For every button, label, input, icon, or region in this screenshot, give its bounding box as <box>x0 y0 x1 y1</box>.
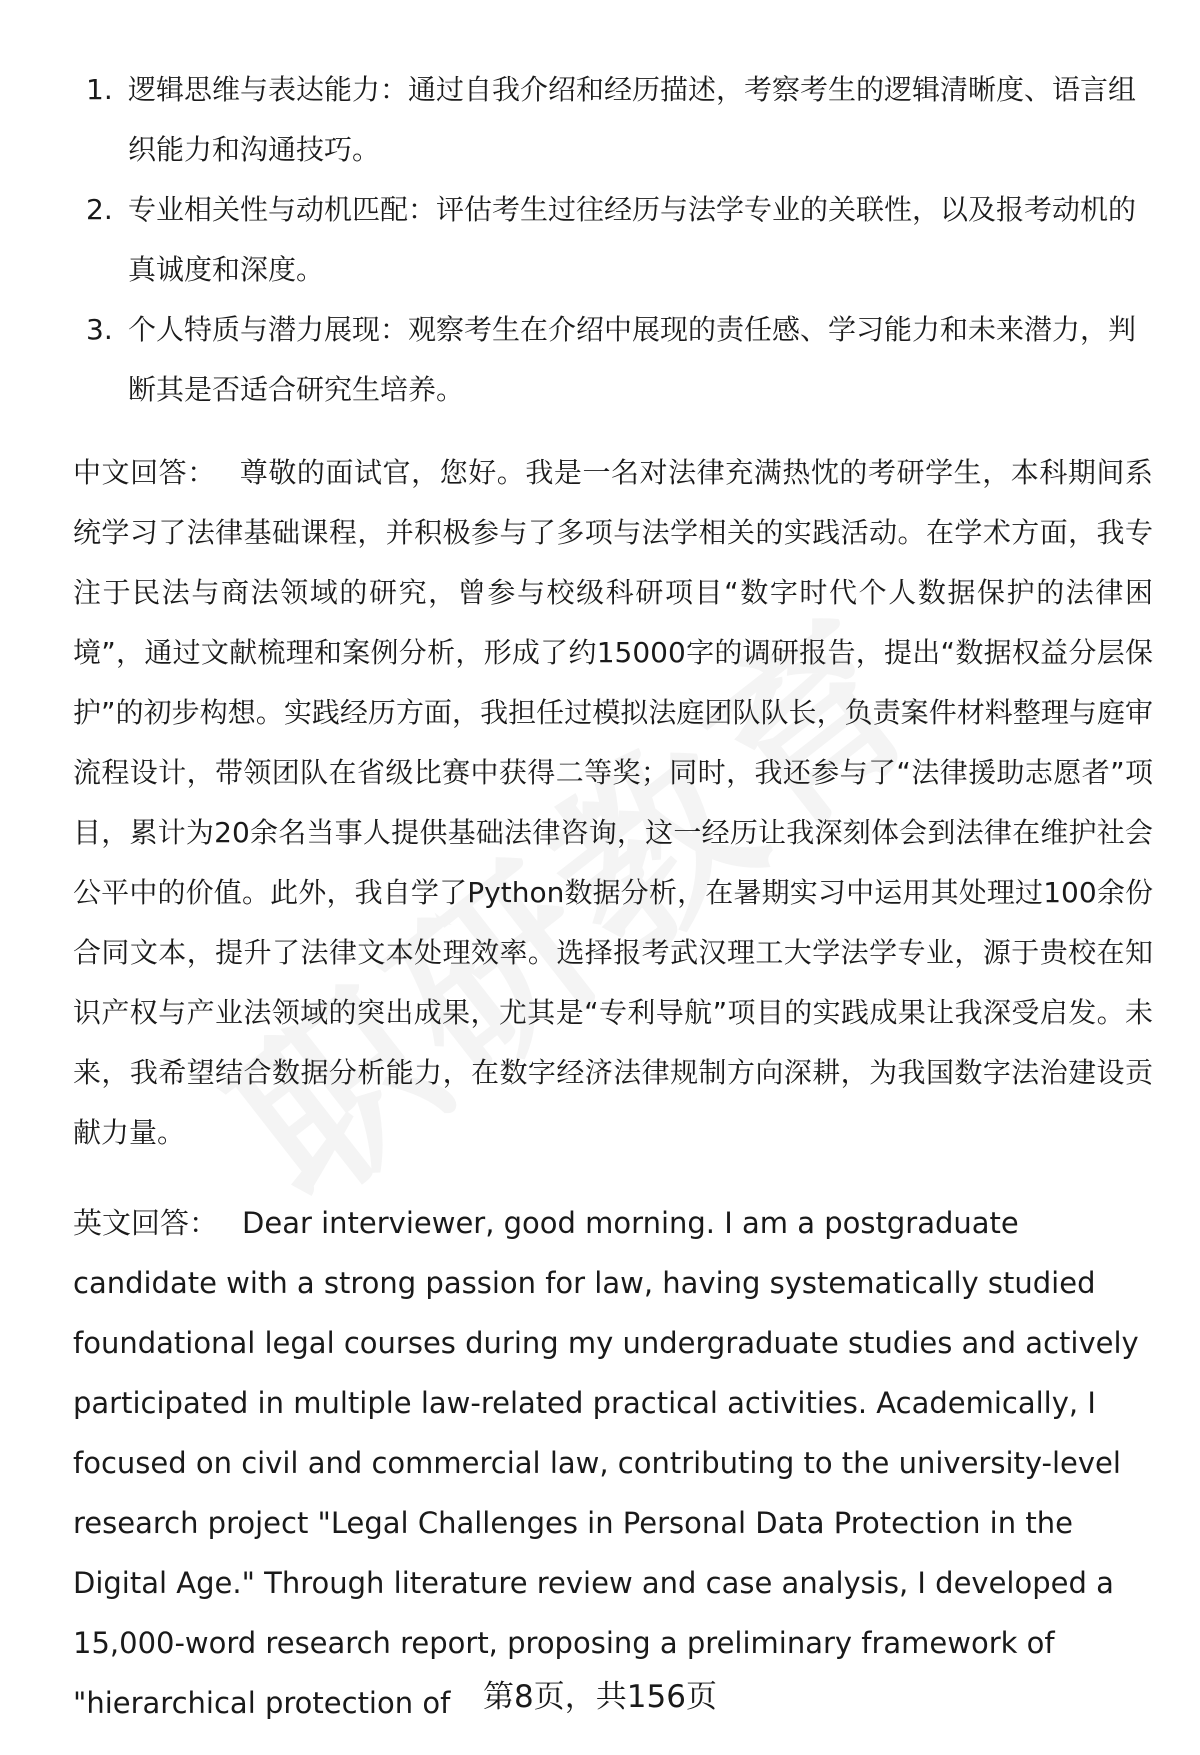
chinese-answer-text: 尊敬的面试官，您好。我是一名对法律充满热忱的考研学生，本科期间系统学习了法律基础课程，并积极参与了多项与法学相关的实践活动。在学术方面，我专注于民法与商法领域的研究，曾参与校级科研项目“数字时代个人数据保护的法律困境”，通过文献梳理和案例分析，形成了约15000字的调研报告，提出“数据权益分层保护”的初步构想。实践经历方面，我担任过模拟法庭团队队长，负责案件材料整理与庭审流程设计，带领团队在省级比赛中获得二等奖；同时，我还参与了“法律援助志愿者”项目，累计为20余名当事人提供基础法律咨询，这一经历让我深刻体会到法律在维护社会公平中的价值。此外，我自学了Python数据分析，在暑期实习中运用其处理过100余份合同文本，提升了法律文本处理效率。选择报考武汉理工大学法学专业，源于贵校在知识产权与产业法领域的突出成果，尤其是“专利导航”项目的实践成果让我深受启发。未来，我希望结合数据分析能力，在数字经济法律规制方向深耕，为我国数字法治建设贡献力量。 <box>73 456 1153 1149</box>
list-number: 2. <box>86 193 113 226</box>
list-item <box>80 300 1150 420</box>
list-item <box>80 60 1150 180</box>
english-answer-paragraph <box>73 1193 1153 1733</box>
chinese-answer-paragraph <box>73 443 1153 1163</box>
english-answer-text: Dear interviewer, good morning. I am a postgraduate candidate with a strong passion for law, having systematically studied foundational legal courses during my undergraduate studies and actively participated in multiple law-related practical activities. Academically, I focused on civil and commercial law, contributing to the university-level research project "Legal Challenges in Personal Data Protection in the Digital Age." Through literature review and case analysis, I developed a 15,000-word research report, proposing a preliminary framework of "hierarchical protection of <box>73 1206 1139 1720</box>
list-number: 1. <box>86 73 113 106</box>
list-number: 3. <box>86 313 113 346</box>
chinese-answer-label: 中文回答： <box>73 456 216 489</box>
list-item <box>80 180 1150 300</box>
list-item-text: 个人特质与潜力展现：观察考生在介绍中展现的责任感、学习能力和未来潜力，判断其是否适合研究生培养。 <box>128 313 1137 406</box>
english-answer-label: 英文回答： <box>73 1206 219 1240</box>
page-footer: 第8页，共156页 <box>483 1679 717 1715</box>
criteria-list <box>80 60 1150 420</box>
list-item-text: 专业相关性与动机匹配：评估考生过往经历与法学专业的关联性，以及报考动机的真诚度和深度。 <box>128 193 1137 286</box>
list-item-text: 逻辑思维与表达能力：通过自我介绍和经历描述，考察考生的逻辑清晰度、语言组织能力和沟通技巧。 <box>128 73 1137 166</box>
